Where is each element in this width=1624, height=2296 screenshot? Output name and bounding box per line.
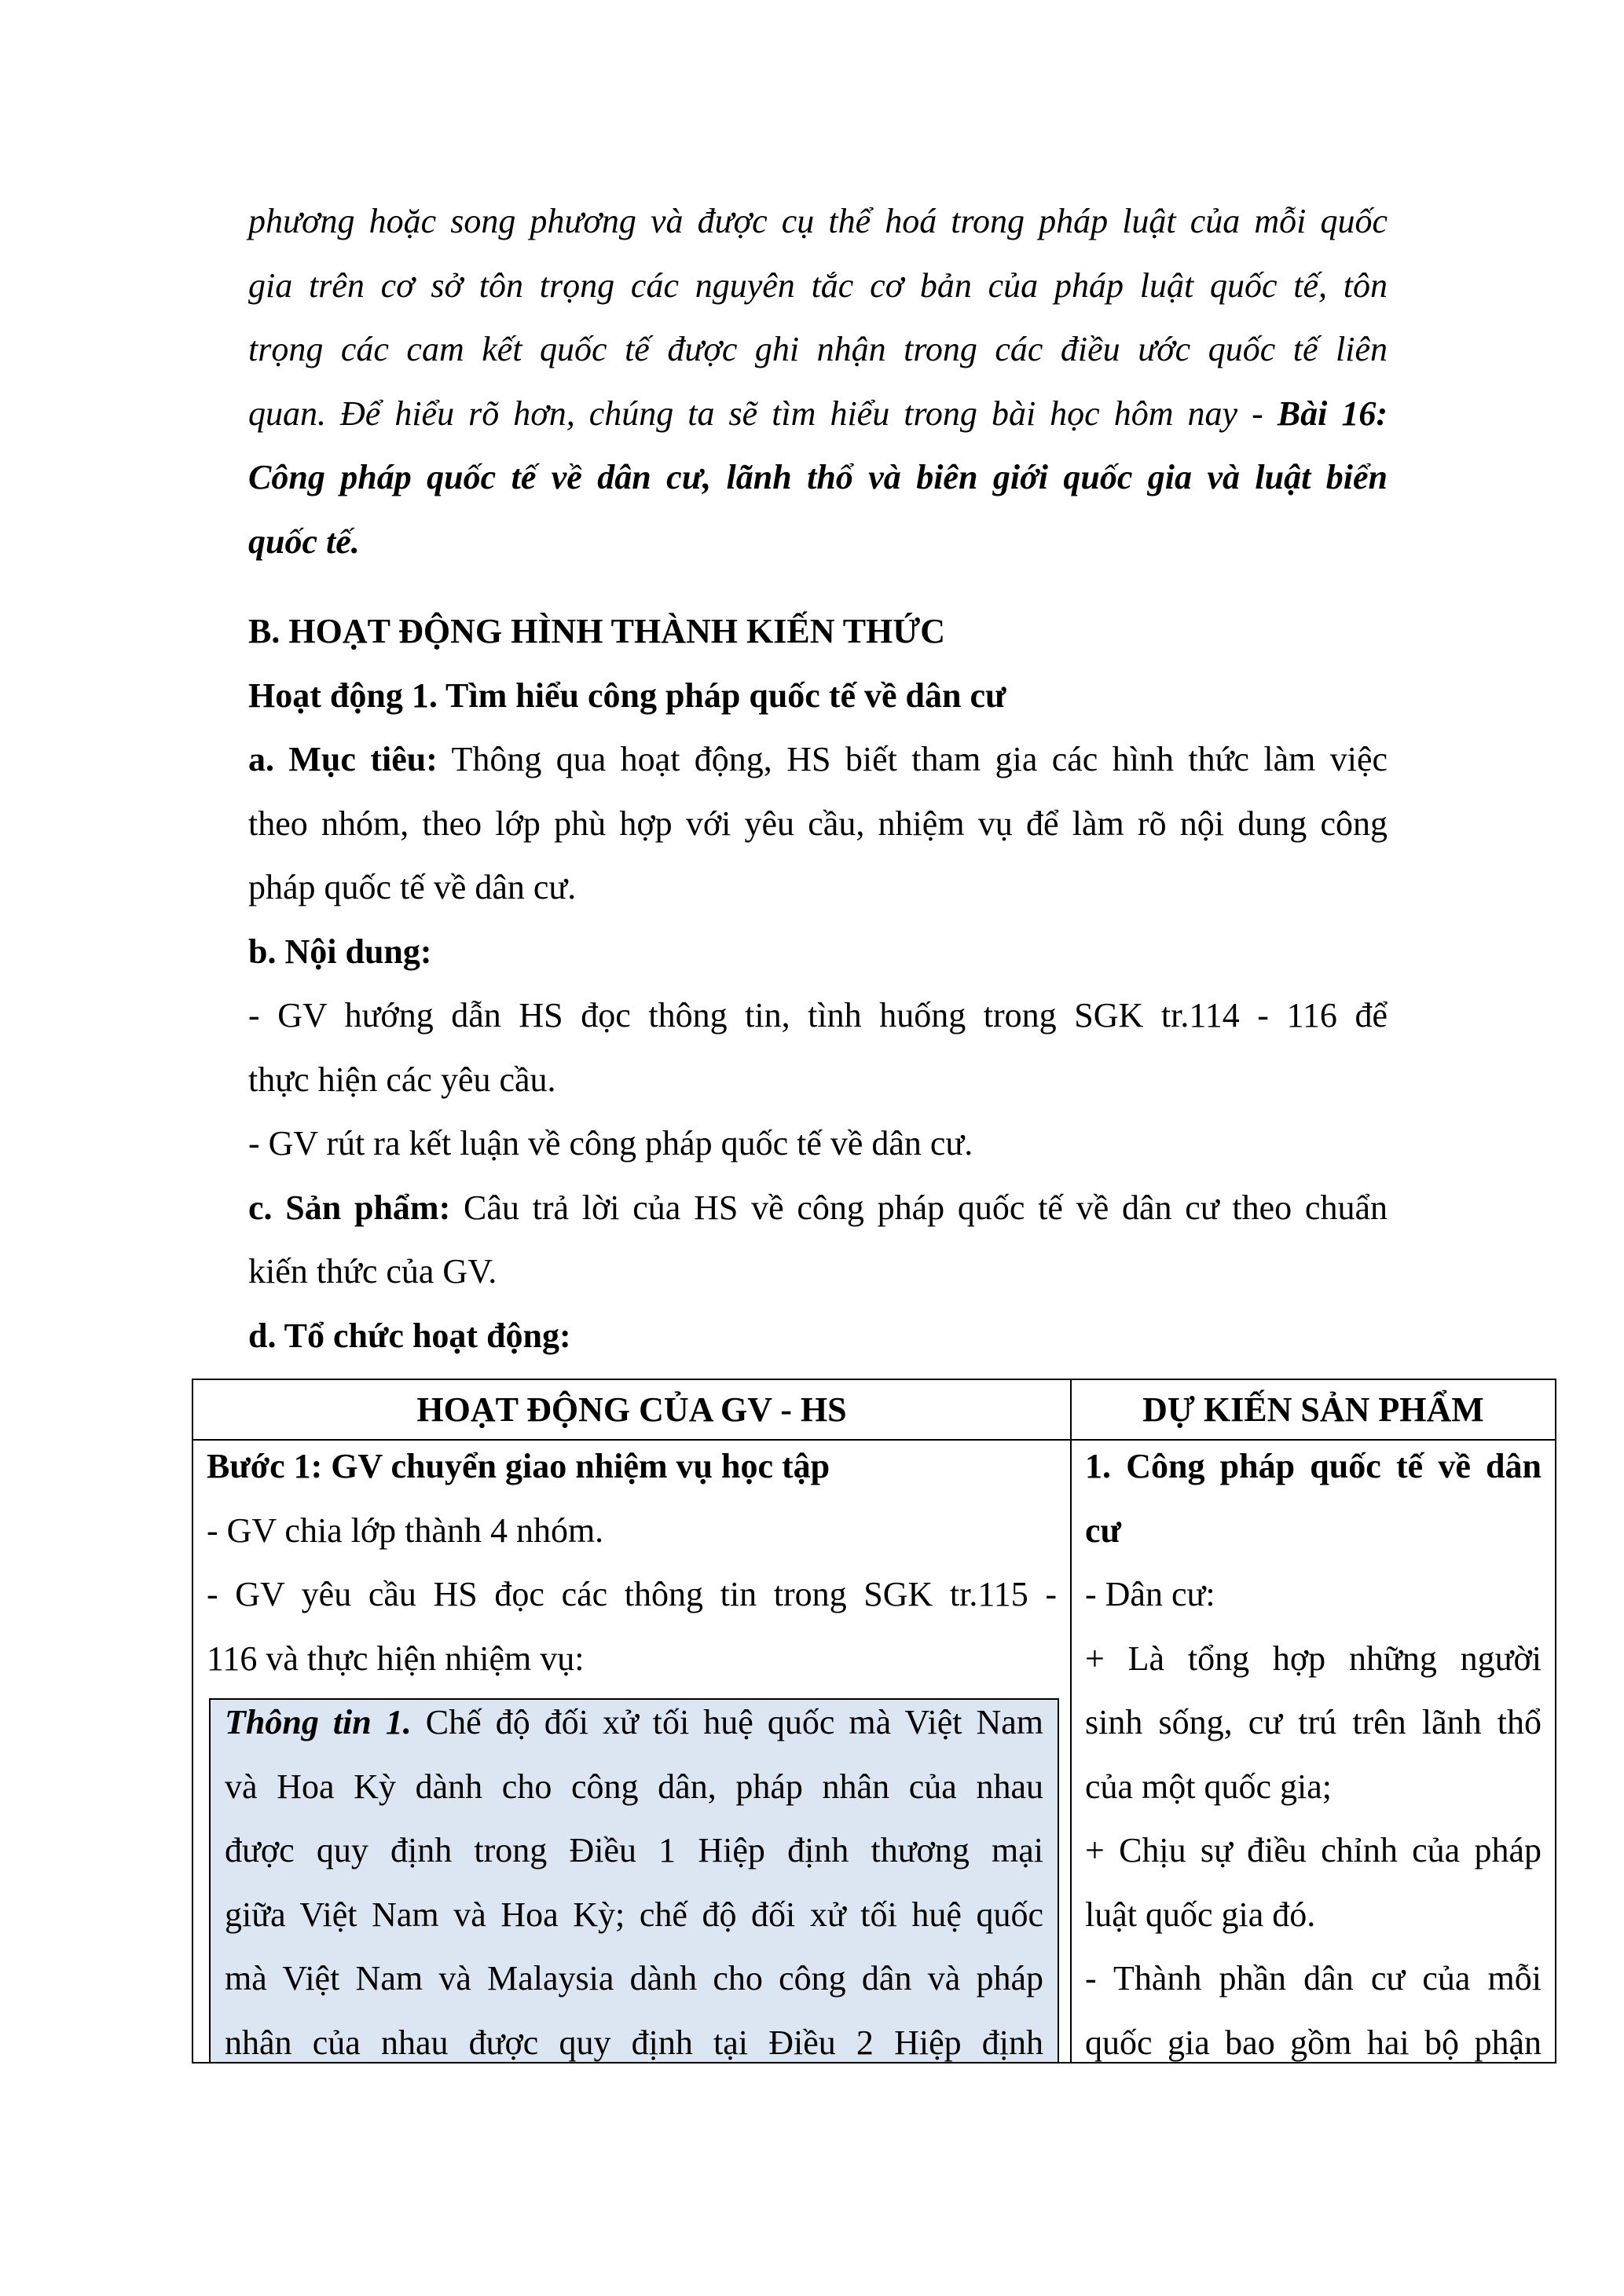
activity-table: [192, 1379, 1556, 2063]
text-line: luật quốc gia đó.: [1085, 1895, 1316, 1934]
info-label: Thông tin 1.: [225, 1703, 412, 1741]
text-line: thực hiện các yêu cầu.: [248, 1060, 556, 1099]
table-row: [192, 1440, 1556, 2063]
text-line: của một quốc gia;: [1085, 1767, 1333, 1806]
header-expected-product: DỰ KIẾN SẢN PHẨM: [1071, 1379, 1556, 1440]
intro-paragraph: [248, 189, 1388, 573]
text-line: - Thành phần dân cư của mỗi: [1085, 1959, 1542, 1998]
text-line: kiến thức của GV.: [248, 1252, 497, 1291]
lesson-label: Bài 16:: [1277, 394, 1388, 433]
lesson-title-line: Công pháp quốc tế về dân cư, lãnh thổ và biên giới quốc gia và luật biển: [248, 458, 1388, 496]
text-line: sinh sống, cư trú trên lãnh thổ: [1085, 1703, 1542, 1741]
product-label: c. Sản phẩm:: [248, 1188, 451, 1227]
header-teacher-student-activity: HOẠT ĐỘNG CỦA GV - HS: [192, 1379, 1071, 1440]
text-line: [248, 382, 1388, 446]
step-title: Bước 1: GV chuyển giao nhiệm vụ học tập: [207, 1447, 830, 1485]
activity-cell: [192, 1440, 1071, 2063]
product-cell: [1071, 1440, 1556, 2063]
activity-section: [248, 599, 1388, 1368]
content-label: b. Nội dung:: [248, 932, 432, 971]
text-line: 116 và thực hiện nhiệm vụ:: [207, 1639, 585, 1678]
lesson-title-line: quốc tế.: [248, 522, 360, 561]
product-title-line: cư: [1085, 1511, 1121, 1550]
section-heading: B. HOẠT ĐỘNG HÌNH THÀNH KIẾN THỨC: [248, 612, 946, 650]
text-line: theo nhóm, theo lớp phù hợp với yêu cầu, nhiệm vụ để làm rõ nội dung công: [248, 804, 1388, 843]
info-line: giữa Việt Nam và Hoa Kỳ; chế độ đối xử tối huệ quốc: [225, 1895, 1043, 1934]
info-line: mà Việt Nam và Malaysia dành cho công dân và pháp: [225, 1959, 1043, 1998]
text-segment: Thông qua hoạt động, HS biết tham gia các hình thức làm việc: [437, 740, 1388, 778]
text-line: phương hoặc song phương và được cụ thể hoá trong pháp luật của mỗi quốc: [248, 202, 1388, 240]
info-line: được quy định trong Điều 1 Hiệp định thương mại: [225, 1831, 1043, 1869]
text-line: trọng các cam kết quốc tế được ghi nhận trong các điều ước quốc tế liên: [248, 330, 1388, 368]
text-line: - GV hướng dẫn HS đọc thông tin, tình huống trong SGK tr.114 - 116 để: [248, 996, 1388, 1034]
text-segment: quan. Để hiểu rõ hơn, chúng ta sẽ tìm hiểu trong bài học hôm nay -: [248, 394, 1278, 433]
goal-label: a. Mục tiêu:: [248, 740, 438, 778]
goal-line: [248, 727, 1388, 792]
text-line: gia trên cơ sở tôn trọng các nguyên tắc cơ bản của pháp luật quốc tế, tôn: [248, 265, 1388, 305]
info-line: [225, 1690, 1043, 1755]
text-line: quốc gia bao gồm hai bộ phận: [1085, 2023, 1542, 2062]
info-line: và Hoa Kỳ dành cho công dân, pháp nhân của nhau: [225, 1767, 1043, 1806]
text-line: - GV rút ra kết luận về công pháp quốc tế về dân cư.: [248, 1124, 973, 1163]
text-line: - GV yêu cầu HS đọc các thông tin trong SGK tr.115 -: [207, 1575, 1057, 1613]
text-line: - Dân cư:: [1085, 1575, 1215, 1613]
info-line: nhân của nhau được quy định tại Điều 2 Hiệp định: [225, 2023, 1043, 2062]
product-title-line: 1. Công pháp quốc tế về dân: [1085, 1447, 1542, 1485]
text-line: - GV chia lớp thành 4 nhóm.: [207, 1511, 604, 1550]
text-line: + Là tổng hợp những người: [1085, 1639, 1542, 1678]
product-line: [248, 1176, 1388, 1240]
text-line: pháp quốc tế về dân cư.: [248, 868, 577, 906]
info-box: [209, 1698, 1059, 2062]
text-line: + Chịu sự điều chỉnh của pháp: [1085, 1831, 1542, 1869]
activity-title: Hoạt động 1. Tìm hiểu công pháp quốc tế về dân cư: [248, 676, 1006, 715]
text-segment: Chế độ đối xử tối huệ quốc mà Việt Nam: [411, 1703, 1043, 1741]
table-header-row: [192, 1379, 1556, 1440]
organization-label: d. Tổ chức hoạt động:: [248, 1316, 571, 1355]
text-segment: Câu trả lời của HS về công pháp quốc tế về dân cư theo chuẩn: [450, 1188, 1388, 1227]
